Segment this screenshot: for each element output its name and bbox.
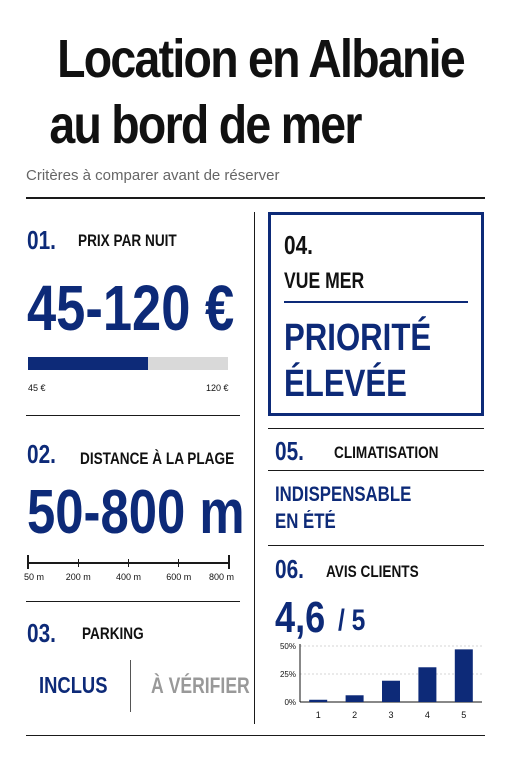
section-01-number: 01. [27,225,56,255]
distance-scale-tick [78,559,79,567]
distance-scale-line [28,562,230,564]
chart-bar [418,667,436,702]
distance-scale-tick [228,555,230,569]
chart-x-tick-label: 3 [388,710,394,720]
price-bar-min-label: 45 € [28,383,46,393]
section-05-header-divider [268,470,484,471]
section-05-label: CLIMATISATION [334,443,439,462]
price-bar-max-label: 120 € [206,383,229,393]
parking-option-divider [130,660,131,712]
chart-x-tick-label: 5 [461,710,467,720]
distance-scale-tick [27,555,29,569]
chart-x-tick-label: 1 [315,710,321,720]
parking-check-option: À VÉRIFIER [151,673,250,698]
sea-view-priority-line-2: ÉLEVÉE [284,363,407,405]
section-04-label: VUE MER [284,268,365,293]
air-conditioning-value-line-1: INDISPENSABLE [275,483,412,506]
chart-bar [455,649,473,702]
price-bar-fill [28,357,148,370]
section-04-number: 04. [284,230,313,260]
footer-divider [26,735,485,736]
section-06-label: AVIS CLIENTS [326,562,419,581]
section-03-number: 03. [27,618,56,648]
section-03-label: PARKING [82,624,144,643]
price-range-value: 45-120 € [27,272,235,344]
chart-y-tick-label: 0% [284,698,296,707]
page-title-line-2: au bord de mer [49,95,361,155]
column-divider [254,212,255,724]
section-05-number: 05. [275,436,304,466]
chart-x-tick-label: 2 [352,710,358,720]
page-subtitle: Critères à comparer avant de réserver [26,167,280,184]
section-02-label: DISTANCE À LA PLAGE [80,449,235,468]
header-divider [26,197,485,199]
page-title-line-1: Location en Albanie [57,29,464,89]
section-02-divider [26,601,240,602]
chart-bar [382,681,400,702]
distance-scale-label: 800 m [208,572,235,582]
section-02-number: 02. [27,439,56,469]
chart-y-tick-label: 25% [279,670,296,679]
chart-bar [309,700,327,702]
sea-view-priority-line-1: PRIORITÉ [284,317,432,359]
distance-scale-label: 600 m [166,572,192,582]
parking-included-option: INCLUS [39,672,108,698]
price-bar-track [28,357,228,370]
chart-x-tick-label: 4 [424,710,430,720]
section-01-divider [26,415,240,416]
section-01-label: PRIX PAR NUIT [78,231,177,250]
distance-range-value: 50-800 m [27,478,245,547]
section-06-number: 06. [275,554,304,584]
chart-bar [346,695,364,702]
rating-scale-max: / 5 [338,604,366,637]
chart-y-tick-label: 50% [279,642,296,651]
distance-scale-label: 200 m [65,572,91,582]
rating-score: 4,6 [275,593,326,642]
section-05-divider [268,545,484,546]
distance-scale-tick [178,559,179,567]
air-conditioning-value-line-2: EN ÉTÉ [275,510,336,533]
rating-distribution-chart [276,638,488,724]
distance-scale-tick [128,559,129,567]
distance-scale-label: 50 m [23,572,45,582]
section-04-divider [268,428,484,429]
distance-scale-label: 400 m [115,572,142,582]
sea-view-divider [284,301,468,303]
